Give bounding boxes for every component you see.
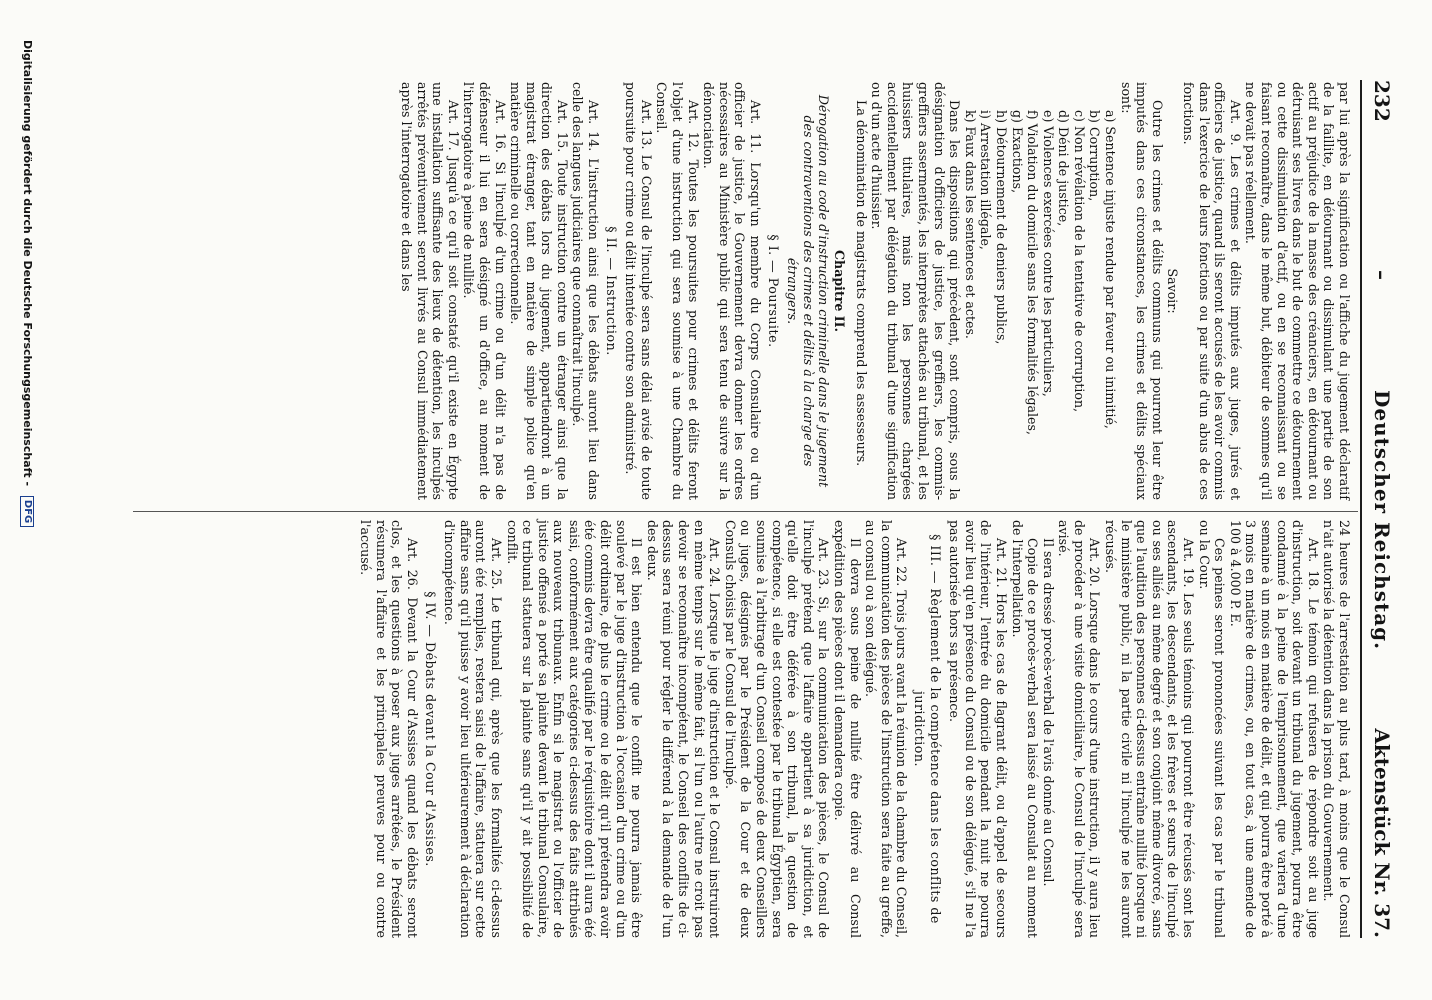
section-heading: § I. — Poursuite. xyxy=(765,234,781,348)
paragraph: Il devra sous peine de nullité être délivré au Consul expédition des pièces dont il demandera copie. xyxy=(832,520,863,938)
paragraph: Copie de ce procès-verbal sera laissé au Consulat au moment de l'interpellation. xyxy=(1009,520,1041,938)
column-divider xyxy=(133,511,1358,512)
paragraph: Art. 12. Toutes les poursuites pour crimes et délits feront l'objet d'une instruction qui sera soumise à une Chambre du Conseil. xyxy=(654,82,701,500)
header-document-number: Aktenstück Nr. 37. xyxy=(1370,728,1394,938)
list-item: f) Violation du domicile sans les formalités légales, xyxy=(1025,110,1041,435)
paragraph: Art. 19. Les seuls témoins qui pourront être récusés sont les ascendants, les descendants, et les frères et sœurs de l'inculpé ou ses alliés au même degré et son conjoint même divorcé, sans que l'audition des personnes ci-dessus entraîne nullité lorsque ni le ministère public, ni la partie civile ni l'inculpé ne les auront récusés. xyxy=(1103,520,1197,938)
list-item: h) Détournement de deniers publics, xyxy=(993,110,1009,345)
list-item: k) Faux dans les sentences et actes. xyxy=(962,110,978,339)
section-heading: § IV. — Débats devant la Cour d'Assises. xyxy=(422,591,438,867)
paragraph: Art. 13. Le Consul de l'inculpé sera sans délai avisé de toute poursuite pour crime ou délit intentée contre son administré. xyxy=(623,82,654,500)
paragraph: Art. 21. Hors les cas de flagrant délit, ou d'appel de secours de l'intérieur, l'entrée du domicile pendant la nuit ne pourra avoir lieu qu'en présence du Consul ou de son délégué, s'il ne l'a pas autorisée hors sa présence. xyxy=(947,520,1009,938)
list-item: g) Exactions, xyxy=(1009,110,1025,194)
paragraph: Dans les dispositions qui précèdent, sont compris, sous la désignation d'officiers de justice, les greffiers, les commis-greffiers assermentés, les interprètes attachés au tribunal, et les huissiers titulaires, mais non les personnes chargées accidentellement par délégation du tribunal d'une signification ou d'un acte d'huissier. xyxy=(869,82,963,500)
list-item: d) Déni de justice, xyxy=(1056,110,1072,227)
list-item: c) Non révélation de la tentative de corruption, xyxy=(1071,110,1087,413)
paragraph: Art. 11. Lorsqu'un membre du Corps Consulaire ou d'un officier de justice, le Gouvernement devra donner les ordres nécessaires au Ministère public qui sera tenu de suivre sur la dénonciation. xyxy=(701,82,764,500)
paragraph-continuation: par lui après la signification ou l'affiche du jugement déclaratif de la faillite, en détournant ou dissimulant une partie de son actif au préjudice de la masse des créanciers, en détournant ou détruisant ses livres dans le but de commettre ce détournement ou cette dissimulation d'actif, ou en se reconnaissant ou se faisant reconnaître, dans le même but, débiteur de sommes qu'il ne devait pas réellement. xyxy=(1243,82,1352,500)
paragraph: Art. 16. Si l'inculpé d'un crime ou d'un délit n'a pas de défenseur il lui en sera désigné un d'office, au moment de l'interrogatoire à peine de nullité. xyxy=(461,82,508,500)
header-title: Deutscher Reichstag. xyxy=(1370,390,1394,651)
paragraph: Ces peines seront prononcées suivant les cas par le tribunal ou la Cour. xyxy=(1196,520,1228,938)
right-column xyxy=(358,520,1352,938)
list-item: b) Corruption, xyxy=(1087,110,1103,202)
digitization-credit xyxy=(16,40,34,940)
paragraph: Art. 20. Lorsque dans le cours d'une instruction, il y aura lieu de procéder à une visite domiciliaire, le Consul de l'inculpé sera avisé. xyxy=(1056,520,1103,938)
paragraph: Il sera dressé procès-verbal de l'avis donné au Consul. xyxy=(1040,538,1056,887)
paragraph: Art. 26. Devant la Cour d'Assises quand les débats seront clos, et les questions à poser aux juges arrêtées, le Président résumera l'affaire et les principales preuves pour ou contre l'accusé. xyxy=(358,520,420,938)
paragraph: Art. 17. Jusqu'à ce qu'il soit constaté qu'il existe en Égypte une installation suffisante des lieux de détention, les inculpés arrêtés préventivement seront livrés au Consul immédiatement après l'interrogatoire et dans les xyxy=(398,82,461,500)
paragraph: Il est bien entendu que le conflit ne pourra jamais être soulevé par le juge d'instruction à l'occasion d'un crime ou d'un délit ordinaire, de plus le crime ou le délit qu'il prétendra avoir été commis devra être qualifié par le réquisitoire dont il aura été saisi, conformément aux catégories ci-dessus des faits attribués aux nouveaux tribunaux. Enfin si le magistrat ou l'officier de justice offensé a porté sa plainte devant le tribunal Consulaire, ce tribunal statuera sur la plainte sans qu'il y ait possibilité de conflit. xyxy=(504,520,645,938)
list-item: e) Violences exercées contre les particuliers, xyxy=(1040,110,1056,397)
centered-label: Savoir: xyxy=(1165,268,1181,314)
chapter-subtitle: Dérogation au code d'instruction criminelle dans le jugement des contraventions des crimes et délits à la charge des étrangers. xyxy=(785,94,832,488)
paragraph: Art. 24. Lorsque le juge d'instruction et le Consul instruiront en même temps sur le même fait, si l'un ou l'autre ne croit pas devoir se reconnaître incompétent, le Conseil des conflits de ci-dessus sera réuni pour régler le différend à la demande de l'un des deux. xyxy=(644,520,723,938)
list-item: i) Arrestation illégale, xyxy=(978,110,994,250)
page-number: 232 xyxy=(1370,80,1394,122)
header-rule xyxy=(1360,80,1362,938)
paragraph: Art. 14. L'instruction ainsi que les débats auront lieu dans celle des langues judiciaires que connaîtrait l'inculpé. xyxy=(570,82,602,500)
paragraph-continuation: 24 heures de l'arrestation au plus tard, à moins que le Consul n'ait autorisé la détention dans la prison du Gouvernement. xyxy=(1321,520,1352,938)
paragraph: Art. 22. Trois jours avant la réunion de la chambre du Conseil, la communication des pièces de l'instruction sera faite au greffe, au consul ou à son délégué. xyxy=(863,520,910,938)
crime-list xyxy=(962,82,1118,500)
running-head xyxy=(1364,80,1394,938)
paragraph: Art. 18. Le témoin qui refusera de répondre soit au juge d'instruction, soit devant un tribunal du jugement, pourra être condamné à la peine de l'emprisonnement, que variera d'une semaine à un mois en matière de délit, et qui pourra être porté à 3 mois en matière de crimes, ou, en tout cas, à une amende de 100 à 4.000 P. E. xyxy=(1227,520,1321,938)
paragraph: La dénomination de magistrats comprend les assesseurs. xyxy=(853,100,869,467)
dfg-logo: DFG xyxy=(20,496,34,527)
paragraph: Art. 25. Le tribunal qui, après que les formalités ci-dessus auront été remplies, restera saisi de l'affaire, statuera sur cette affaire sans qu'il puisse y avoir lieu ultérieurement à déclaration d'incompétence. xyxy=(442,520,504,938)
paragraph: Art. 9. Les crimes et délits imputés aux juges, jurés et officiers de justice, quand ils seront accusés de les avoir commis dans l'exercice de leurs fonctions ou par suite d'un abus de ces fonctions. xyxy=(1181,82,1243,500)
section-heading: § III. — Règlement de la compétence dans les conflits de juridiction. xyxy=(911,534,943,924)
left-column xyxy=(398,82,1352,500)
paragraph: Outre les crimes et délits communs qui pourront leur être imputés dans ces circonstances, les crimes et délits spéciaux sont: xyxy=(1118,82,1165,500)
credit-text: Digitalisierung gefördert durch die Deutsche Forschungsgemeinschaft - xyxy=(21,40,34,487)
paragraph: Art. 23. Si, sur la communication des pièces, le Consul de l'inculpé prétend que l'affaire appartient à sa juridiction, et qu'elle doit être déférée à son tribunal, la question de compétence, si elle est contestée par le tribunal Égyptien, sera soumise à l'arbitrage d'un Conseil composé de deux Conseillers ou juges, désignés par le Président de la Cour et de deux Consuls choisis par le Consul de l'inculpé. xyxy=(722,520,832,938)
list-item: a) Sentence injuste rendue par faveur ou inimitié, xyxy=(1103,110,1119,429)
section-heading: § II. — Instruction. xyxy=(603,226,619,356)
paragraph: Art. 15. Toute instruction contre un étranger ainsi que la direction des débats lors du jugement, appartiendront à un magistrat étranger, tant en matière de simple police qu'en matière criminelle ou correctionnelle. xyxy=(508,82,570,500)
chapter-heading: Chapitre II. xyxy=(832,250,847,332)
header-dash: – xyxy=(1370,270,1394,280)
